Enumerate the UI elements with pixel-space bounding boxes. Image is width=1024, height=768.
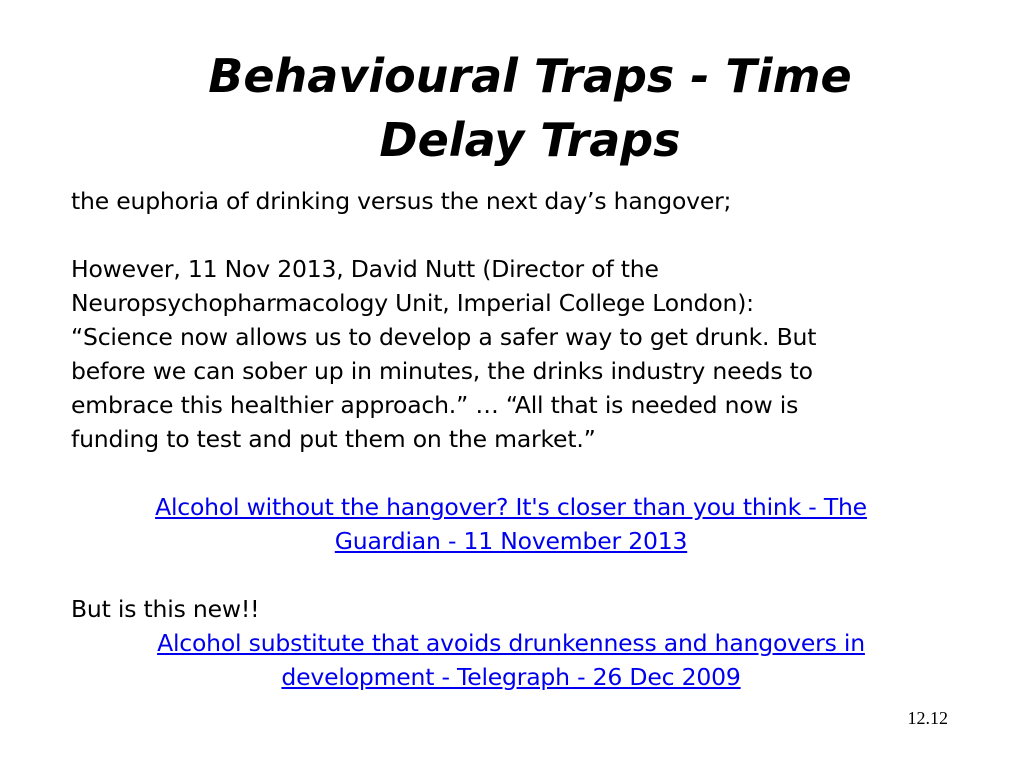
slide-title <box>100 44 960 172</box>
spacer <box>71 558 951 592</box>
title-line-1: Behavioural Traps - Time <box>208 49 852 103</box>
guardian-link-line-1: Alcohol without the hangover? It's closer than you think - The <box>155 493 867 521</box>
spacer <box>71 218 951 252</box>
telegraph-link-block <box>71 626 951 694</box>
quote-line-3: “Science now allows us to develop a safer way to get drunk. But <box>71 323 817 351</box>
page-number: 12.12 <box>907 708 948 728</box>
title-line-2: Delay Traps <box>379 113 681 167</box>
guardian-article-link[interactable] <box>155 493 867 555</box>
telegraph-article-link[interactable] <box>157 629 865 691</box>
quote-line-4: before we can sober up in minutes, the drinks industry needs to <box>71 357 813 385</box>
question-text: But is this new!! <box>71 595 260 623</box>
slide-body <box>71 184 951 694</box>
intro-text: the euphoria of drinking versus the next day’s hangover; <box>71 187 732 215</box>
quote-line-6: funding to test and put them on the market.” <box>71 425 596 453</box>
guardian-link-line-2: Guardian - 11 November 2013 <box>334 527 688 555</box>
telegraph-link-line-1: Alcohol substitute that avoids drunkenness and hangovers in <box>157 629 865 657</box>
telegraph-link-line-2: development - Telegraph - 26 Dec 2009 <box>281 663 741 691</box>
quote-line-2: Neuropsychopharmacology Unit, Imperial College London): <box>71 289 754 317</box>
quote-line-5: embrace this healthier approach.” … “All that is needed now is <box>71 391 799 419</box>
spacer <box>71 456 951 490</box>
guardian-link-block <box>71 490 951 558</box>
quote-line-1: However, 11 Nov 2013, David Nutt (Director of the <box>71 255 659 283</box>
